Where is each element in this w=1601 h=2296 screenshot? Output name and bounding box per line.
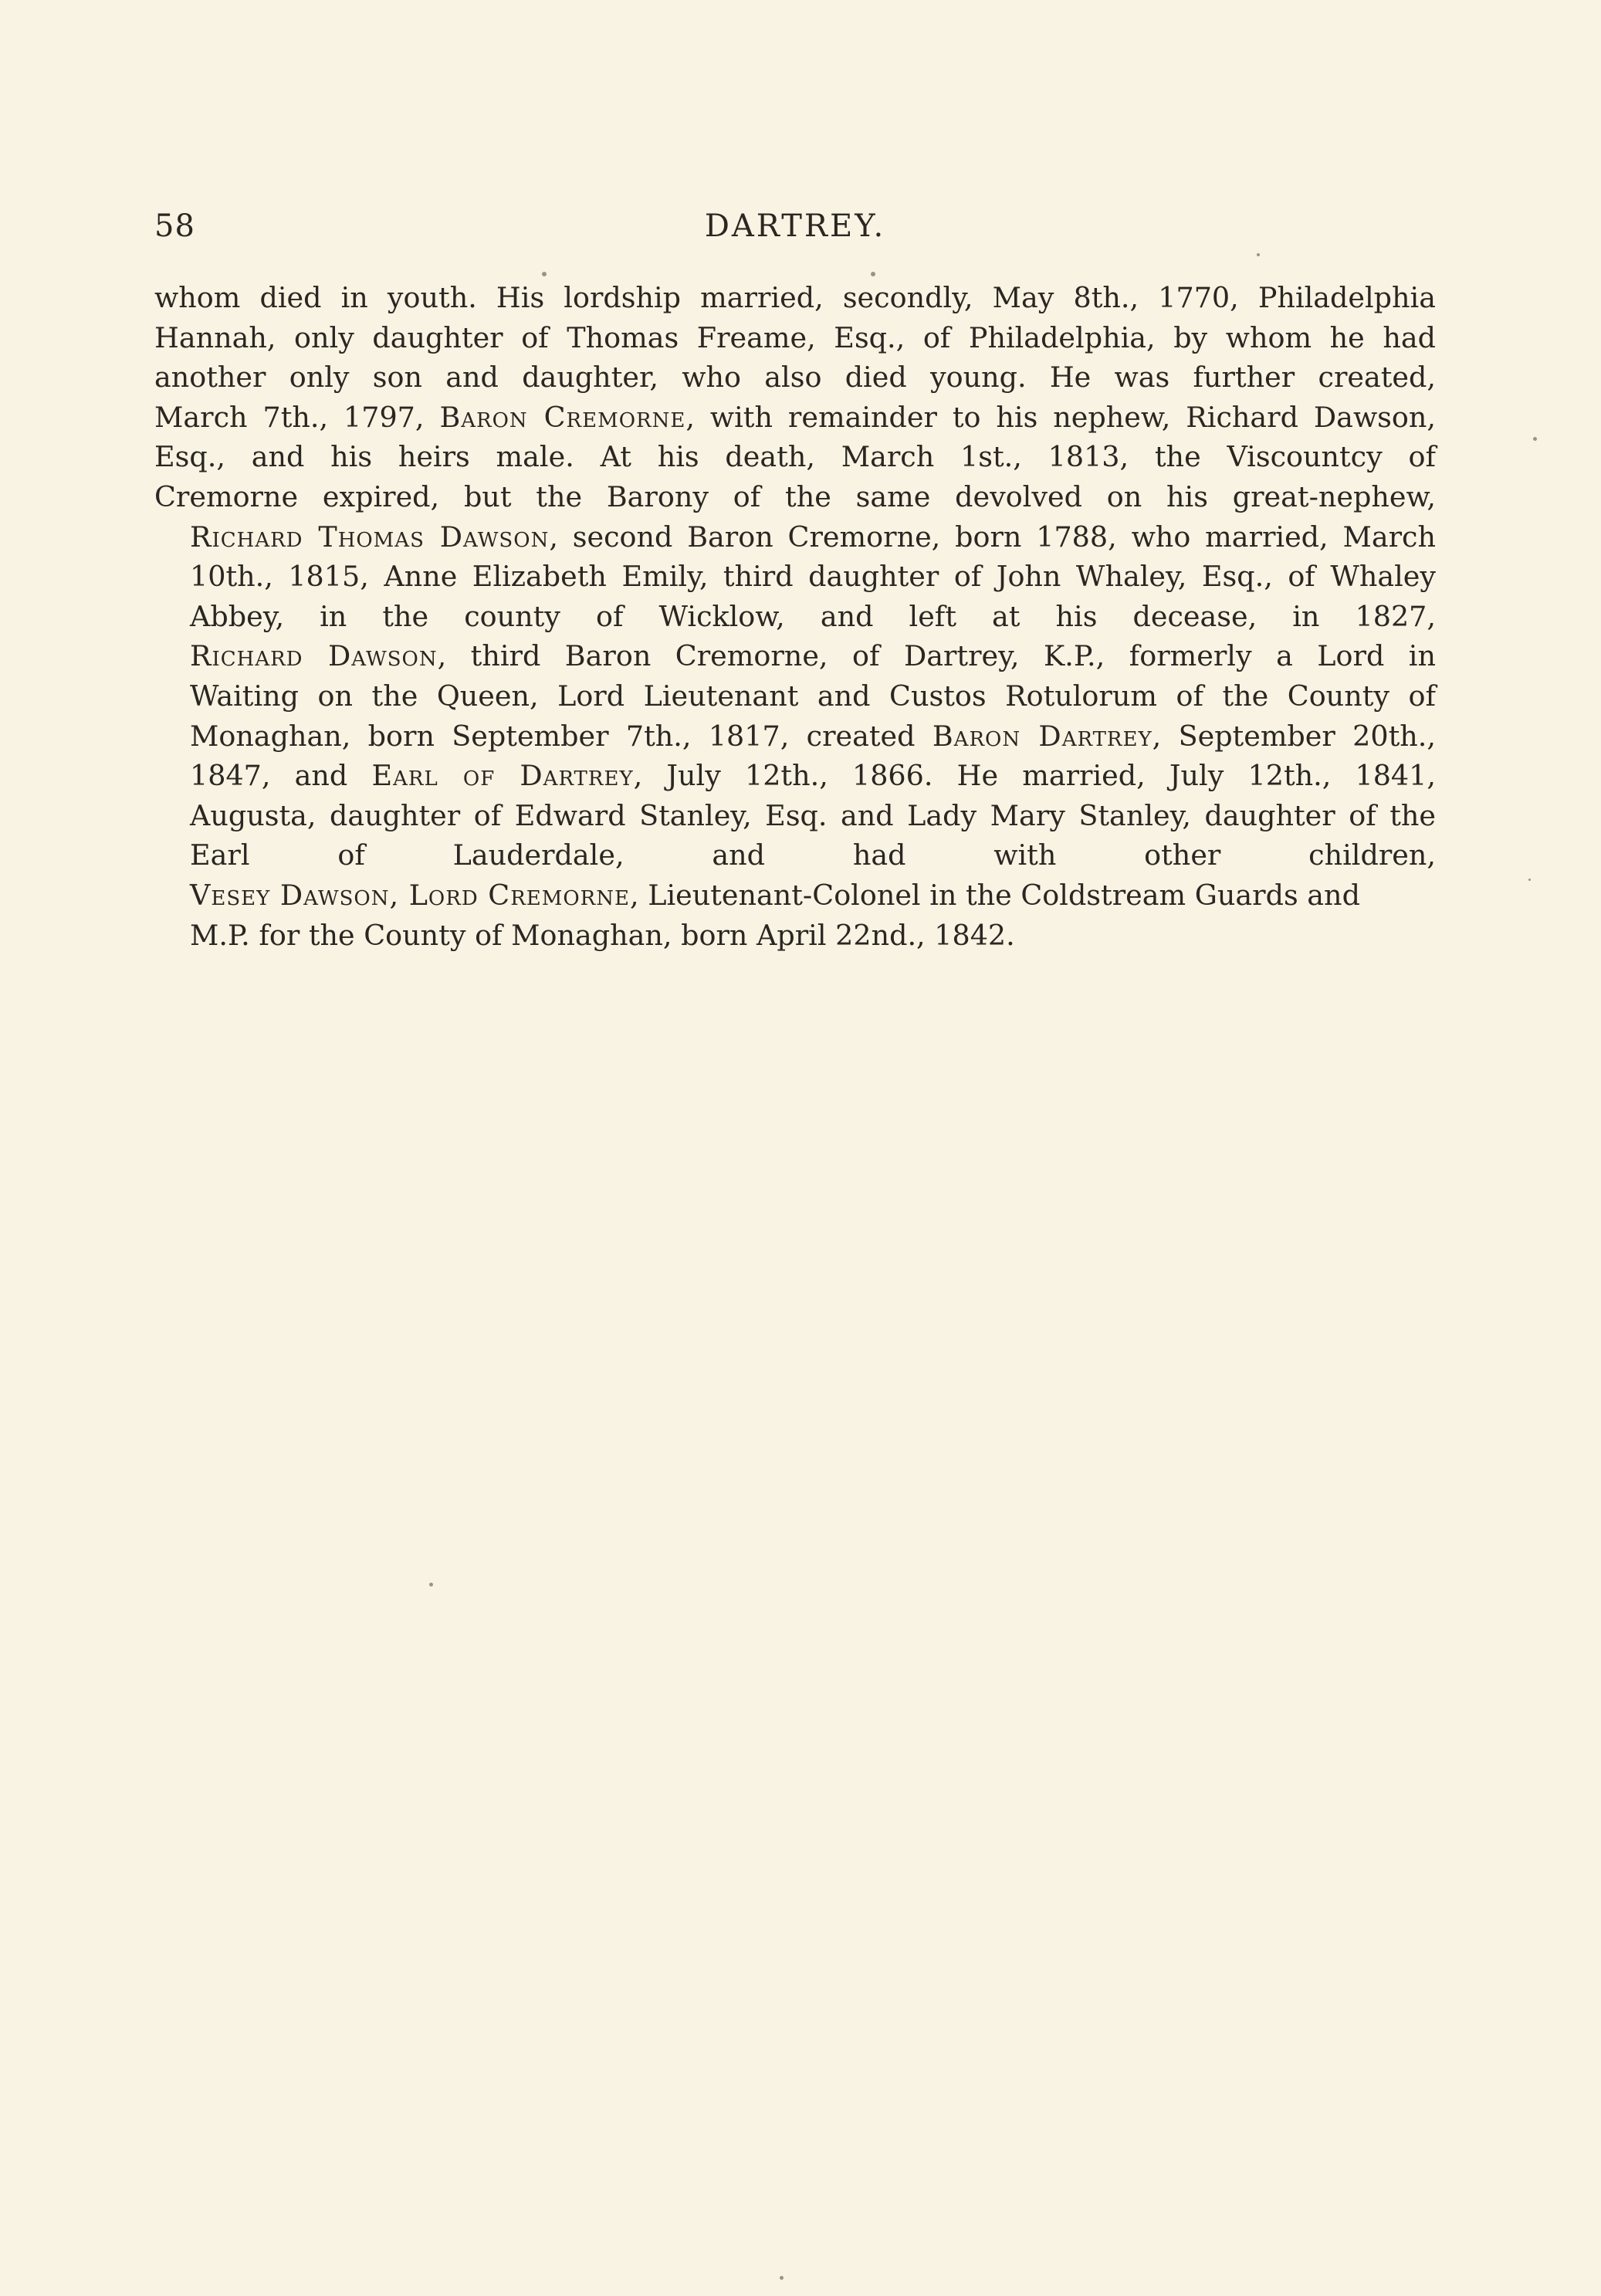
text-run: Abbey, in the county of Wicklow, and left at his decease, in 1827, bbox=[190, 599, 1436, 633]
paragraph-1 bbox=[154, 278, 1436, 517]
paper-speck bbox=[429, 1583, 433, 1587]
paper-speck bbox=[1528, 879, 1531, 881]
paper-speck bbox=[780, 2276, 784, 2280]
small-caps-name: Vesey Dawson, Lord Cremorne bbox=[190, 878, 630, 912]
paragraph-2 bbox=[154, 517, 1436, 637]
text-run: Cremorne expired, but the Barony of the same devolved on his great-nephew, bbox=[154, 479, 1436, 513]
body-text bbox=[154, 278, 1436, 955]
text-run: , September 20th., bbox=[1152, 719, 1436, 753]
text-line bbox=[154, 875, 1436, 916]
text-run: Waiting on the Queen, Lord Lieutenant and Custos Rotulorum of the County of bbox=[190, 679, 1436, 713]
text-run: M.P. for the County of Monaghan, born April 22nd., 1842. bbox=[190, 918, 1015, 952]
paper-speck bbox=[1533, 437, 1537, 441]
text-line bbox=[154, 557, 1436, 597]
text-run: another only son and daughter, who also died young. He was further created, bbox=[154, 361, 1436, 395]
paper-speck bbox=[1257, 253, 1260, 256]
paper-speck bbox=[542, 272, 547, 276]
text-line bbox=[154, 318, 1436, 358]
small-caps-name: Richard Dawson bbox=[190, 639, 438, 673]
text-run: Monaghan, born September 7th., 1817, created bbox=[190, 719, 933, 753]
text-line bbox=[154, 477, 1436, 517]
text-line bbox=[154, 835, 1436, 875]
running-head bbox=[154, 208, 1436, 255]
text-line bbox=[154, 278, 1436, 318]
page-number: 58 bbox=[154, 208, 195, 244]
text-run: , with remainder to his nephew, Richard Dawson, bbox=[685, 400, 1436, 434]
text-line bbox=[154, 597, 1436, 637]
small-caps-name: Richard Thomas Dawson bbox=[190, 520, 550, 554]
running-title: DARTREY. bbox=[704, 208, 886, 244]
text-line bbox=[154, 716, 1436, 757]
text-line bbox=[154, 796, 1436, 836]
text-line bbox=[154, 756, 1436, 796]
text-run: , second Baron Cremorne, born 1788, who married, March bbox=[549, 520, 1436, 554]
text-line bbox=[154, 357, 1436, 398]
text-run: , Lieutenant-Colonel in the Coldstream Guards and bbox=[630, 878, 1360, 912]
text-line bbox=[154, 916, 1436, 956]
paragraph-3 bbox=[154, 636, 1436, 875]
small-caps-name: Baron Cremorne bbox=[439, 400, 686, 434]
text-run: , third Baron Cremorne, of Dartrey, K.P., formerly a Lord in bbox=[437, 639, 1436, 673]
text-run: Earl of Lauderdale, and had with other children, bbox=[190, 838, 1436, 872]
text-run: March 7th., 1797, bbox=[154, 400, 440, 434]
text-line bbox=[154, 517, 1436, 557]
text-run: Augusta, daughter of Edward Stanley, Esq. and Lady Mary Stanley, daughter of the bbox=[190, 798, 1436, 832]
small-caps-name: Baron Dartrey bbox=[932, 719, 1153, 753]
text-run: , July 12th., 1866. He married, July 12th., 1841, bbox=[633, 759, 1436, 793]
paper-speck bbox=[871, 272, 875, 276]
text-run: whom died in youth. His lordship married, secondly, May 8th., 1770, Philadelphia bbox=[154, 281, 1436, 314]
paragraph-4 bbox=[154, 875, 1436, 955]
text-line bbox=[154, 636, 1436, 676]
text-line bbox=[154, 398, 1436, 438]
small-caps-name: Earl of Dartrey bbox=[371, 759, 634, 793]
text-run: 10th., 1815, Anne Elizabeth Emily, third daughter of John Whaley, Esq., of Whaley bbox=[190, 560, 1436, 594]
text-line bbox=[154, 437, 1436, 477]
text-run: 1847, and bbox=[190, 759, 372, 793]
text-line bbox=[154, 676, 1436, 716]
text-run: Hannah, only daughter of Thomas Freame, Esq., of Philadelphia, by whom he had bbox=[154, 320, 1436, 354]
text-run: Esq., and his heirs male. At his death, March 1st., 1813, the Viscountcy of bbox=[154, 440, 1436, 474]
